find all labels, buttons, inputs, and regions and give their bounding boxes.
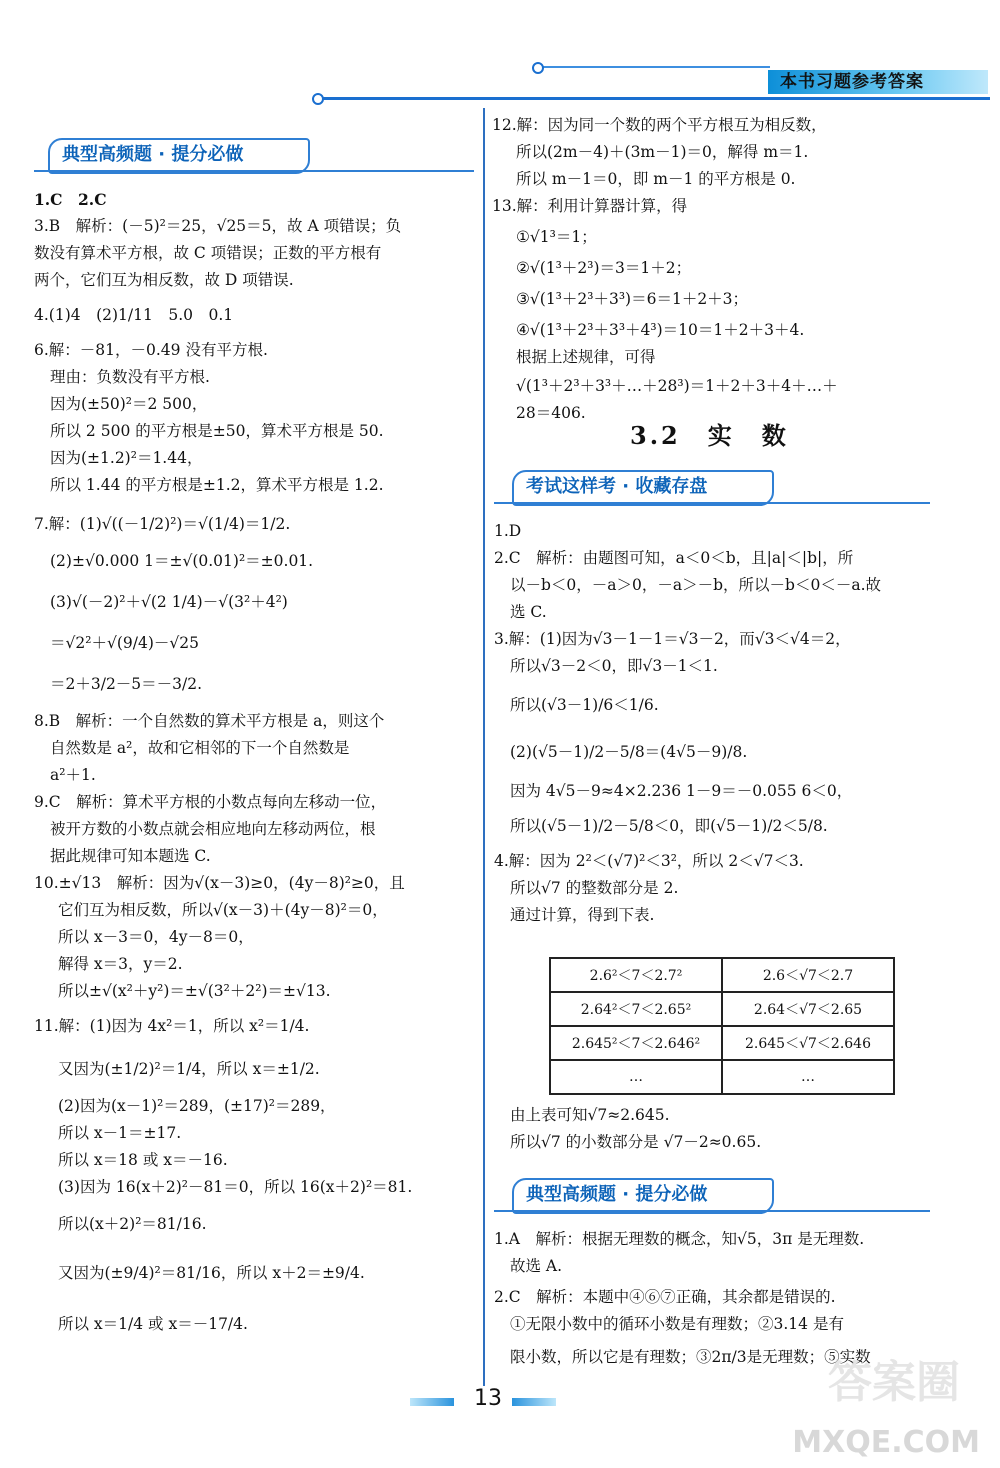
answer-line: 以－b＜0，－a＞0，－a＞－b，所以－b＜0＜－a.故 — [510, 576, 882, 594]
table-cell: … — [722, 1060, 894, 1094]
answer-line: (3)因为 16(x＋2)²－81＝0，所以 16(x＋2)²＝81. — [58, 1178, 413, 1196]
answer-line: 4.解：因为 2²＜(√7)²＜3²，所以 2＜√7＜3. — [494, 852, 804, 870]
answer-line: 所以√7 的整数部分是 2. — [510, 879, 679, 897]
answer-line: 故选 A. — [510, 1257, 563, 1275]
answer-line: 因为(±1.2)²＝1.44， — [50, 449, 203, 467]
estimation-table — [549, 957, 895, 1095]
answer-line: 13.解：利用计算器计算，得 — [492, 197, 688, 215]
table-cell: 2.64²＜7＜2.65² — [550, 992, 722, 1026]
answer-line: 所以 x－3＝0，4y－8＝0， — [58, 928, 254, 946]
answer-line: (2)±√0.000 1＝±√(0.01)²＝±0.01. — [50, 552, 314, 570]
answer-line: 所以 2 500 的平方根是±50，算术平方根是 50. — [50, 422, 384, 440]
section-banner-right-2 — [512, 1178, 774, 1214]
section-banner-right-1-label: 考试这样考 · 收藏存盘 — [526, 476, 708, 497]
answer-line: 又因为(±9/4)²＝81/16，所以 x＋2＝±9/4. — [58, 1264, 365, 1282]
answer-line: (3)√(－2)²＋√(2 1/4)－√(3²＋4²) — [50, 593, 288, 611]
answer-line: 10.±√13 解析：因为√(x－3)≥0，(4y－8)²≥0，且 — [34, 874, 405, 892]
answer-line: 数没有算术平方根，故 C 项错误；正数的平方根有 — [34, 244, 382, 262]
answer-line: 2.C 解析：由题图可知，a＜0＜b，且|a|＜|b|，所 — [494, 549, 854, 567]
chapter-title: 3.2 实 数 — [630, 421, 789, 450]
answer-line: ＝√2²＋√(9/4)－√25 — [50, 634, 199, 652]
answer-line: 它们互为相反数，所以√(x－3)＋(4y－8)²＝0， — [58, 901, 388, 919]
answer-line: 1.A 解析：根据无理数的概念，知√5，3π 是无理数. — [494, 1230, 865, 1248]
answer-line: 所以(2m－4)＋(3m－1)＝0，解得 m＝1. — [516, 143, 809, 161]
answer-line: 2.C 解析：本题中④⑥⑦正确，其余都是错误的. — [494, 1288, 836, 1306]
answer-line: 所以 1.44 的平方根是±1.2，算术平方根是 1.2. — [50, 476, 384, 494]
answer-line: 1.C 2.C — [34, 190, 107, 209]
answer-line: 所以 x－1＝±17. — [58, 1124, 182, 1142]
header-dot — [312, 93, 324, 105]
left-column — [34, 186, 474, 1338]
table-cell: 2.64＜√7＜2.65 — [722, 992, 894, 1026]
section-banner-right-2-label: 典型高频题 · 提分必做 — [526, 1184, 708, 1205]
watermark-logo: 答案圈 — [828, 1357, 960, 1408]
right-column-top — [492, 112, 942, 427]
answer-line: 所以(√5－1)/2－5/8＜0，即(√5－1)/2＜5/8. — [510, 817, 828, 835]
answer-line: 通过计算，得到下表. — [510, 906, 655, 924]
page-number: 13 — [474, 1386, 502, 1411]
answer-line: 两个，它们互为相反数，故 D 项错误. — [34, 271, 294, 289]
answer-line: 因为 4√5－9≈4×2.236 1－9＝－0.055 6＜0， — [510, 782, 853, 800]
table-row — [550, 1060, 894, 1094]
answer-line: 根据上述规律，可得 — [516, 348, 656, 366]
header-title: 本书习题参考答案 — [780, 72, 924, 92]
answer-line: ②√(1³＋2³)＝3＝1＋2； — [516, 259, 692, 277]
answer-line: 7.解：(1)√((－1/2)²)＝√(1/4)＝1/2. — [34, 515, 291, 533]
answer-line: ①无限小数中的循环小数是有理数；②3.14 是有 — [510, 1315, 844, 1333]
answer-line: a²＋1. — [50, 766, 96, 784]
answer-line: 1.D — [494, 522, 522, 540]
answer-line: 限小数，所以它是有理数；③2π/3是无理数；⑤实数 — [510, 1348, 871, 1366]
answer-line: 4.(1)4 (2)1/11 5.0 0.1 — [34, 306, 234, 324]
answer-line: 又因为(±1/2)²＝1/4，所以 x＝±1/2. — [58, 1060, 320, 1078]
table-cell: 2.645²＜7＜2.646² — [550, 1026, 722, 1060]
answer-line: 由上表可知√7≈2.645. — [510, 1106, 670, 1124]
answer-line: 28＝406. — [516, 404, 586, 422]
answer-line: 所以 m－1＝0，即 m－1 的平方根是 0. — [516, 170, 796, 188]
answer-line: 所以 x＝1/4 或 x＝－17/4. — [58, 1315, 248, 1333]
page-number-deco-left — [410, 1398, 454, 1406]
banner-underline-right-2 — [494, 1210, 930, 1212]
answer-line: 11.解：(1)因为 4x²＝1，所以 x²＝1/4. — [34, 1017, 310, 1035]
answer-line: 所以√3－2＜0，即√3－1＜1. — [510, 657, 718, 675]
right-column-mid — [494, 518, 944, 929]
table-row — [550, 1026, 894, 1060]
answer-line: 选 C. — [510, 603, 547, 621]
banner-underline-right-1 — [494, 502, 930, 504]
section-banner-left — [48, 138, 310, 174]
answer-line: 3.B 解析：(－5)²＝25，√25＝5，故 A 项错误；负 — [34, 217, 402, 235]
banner-underline-left — [34, 170, 474, 172]
answer-line: 被开方数的小数点就会相应地向左移动两位，根 — [50, 820, 376, 838]
answer-line: 6.解：－81，－0.49 没有平方根. — [34, 341, 268, 359]
answer-line: (2)因为(x－1)²＝289，(±17)²＝289， — [58, 1097, 336, 1115]
section-banner-right-1 — [512, 470, 774, 506]
answer-line: 12.解：因为同一个数的两个平方根互为相反数， — [492, 116, 827, 134]
answer-line: 9.C 解析：算术平方根的小数点每向左移动一位， — [34, 793, 387, 811]
table-row — [550, 958, 894, 992]
answer-line: 所以(x＋2)²＝81/16. — [58, 1215, 207, 1233]
answer-line: 所以(√3－1)/6＜1/6. — [510, 696, 659, 714]
section-banner-left-label: 典型高频题 · 提分必做 — [62, 144, 244, 165]
page-number-deco-right — [512, 1398, 556, 1406]
answer-line: ＝2＋3/2－5＝－3/2. — [50, 675, 203, 693]
answer-line: 所以±√(x²＋y²)＝±√(3²＋2²)＝±√13. — [58, 982, 331, 1000]
answer-line: ④√(1³＋2³＋3³＋4³)＝10＝1＋2＋3＋4. — [516, 321, 805, 339]
answer-line: ①√1³＝1； — [516, 228, 597, 246]
header-rule-upper — [540, 66, 770, 68]
watermark-text: MXQE.COM — [792, 1425, 980, 1460]
table-cell: … — [550, 1060, 722, 1094]
answer-line: 理由：负数没有平方根. — [50, 368, 210, 386]
table-cell: 2.6²＜7＜2.7² — [550, 958, 722, 992]
answer-line: 3.解：(1)因为√3－1－1＝√3－2，而√3＜√4＝2， — [494, 630, 851, 648]
answer-line: 所以 x＝18 或 x＝－16. — [58, 1151, 228, 1169]
table-cell: 2.645＜√7＜2.646 — [722, 1026, 894, 1060]
answer-line: 自然数是 a²，故和它相邻的下一个自然数是 — [50, 739, 350, 757]
column-divider — [483, 108, 485, 1386]
answer-line: 8.B 解析：一个自然数的算术平方根是 a，则这个 — [34, 712, 385, 730]
answer-line: 解得 x＝3，y＝2. — [58, 955, 183, 973]
answer-line: ③√(1³＋2³＋3³)＝6＝1＋2＋3； — [516, 290, 749, 308]
right-column-after-table — [494, 1102, 944, 1156]
header-dot-left — [532, 62, 544, 74]
answer-line: 据此规律可知本题选 C. — [50, 847, 211, 865]
answer-line: (2)(√5－1)/2－5/8＝(4√5－9)/8. — [510, 743, 748, 761]
answer-line: √(1³＋2³＋3³＋…＋28³)＝1＋2＋3＋4＋…＋ — [516, 377, 838, 395]
table-cell: 2.6＜√7＜2.7 — [722, 958, 894, 992]
table-row — [550, 992, 894, 1026]
answer-line: 因为(±50)²＝2 500， — [50, 395, 208, 413]
answer-line: 所以√7 的小数部分是 √7－2≈0.65. — [510, 1133, 762, 1151]
header-rule — [318, 97, 990, 100]
